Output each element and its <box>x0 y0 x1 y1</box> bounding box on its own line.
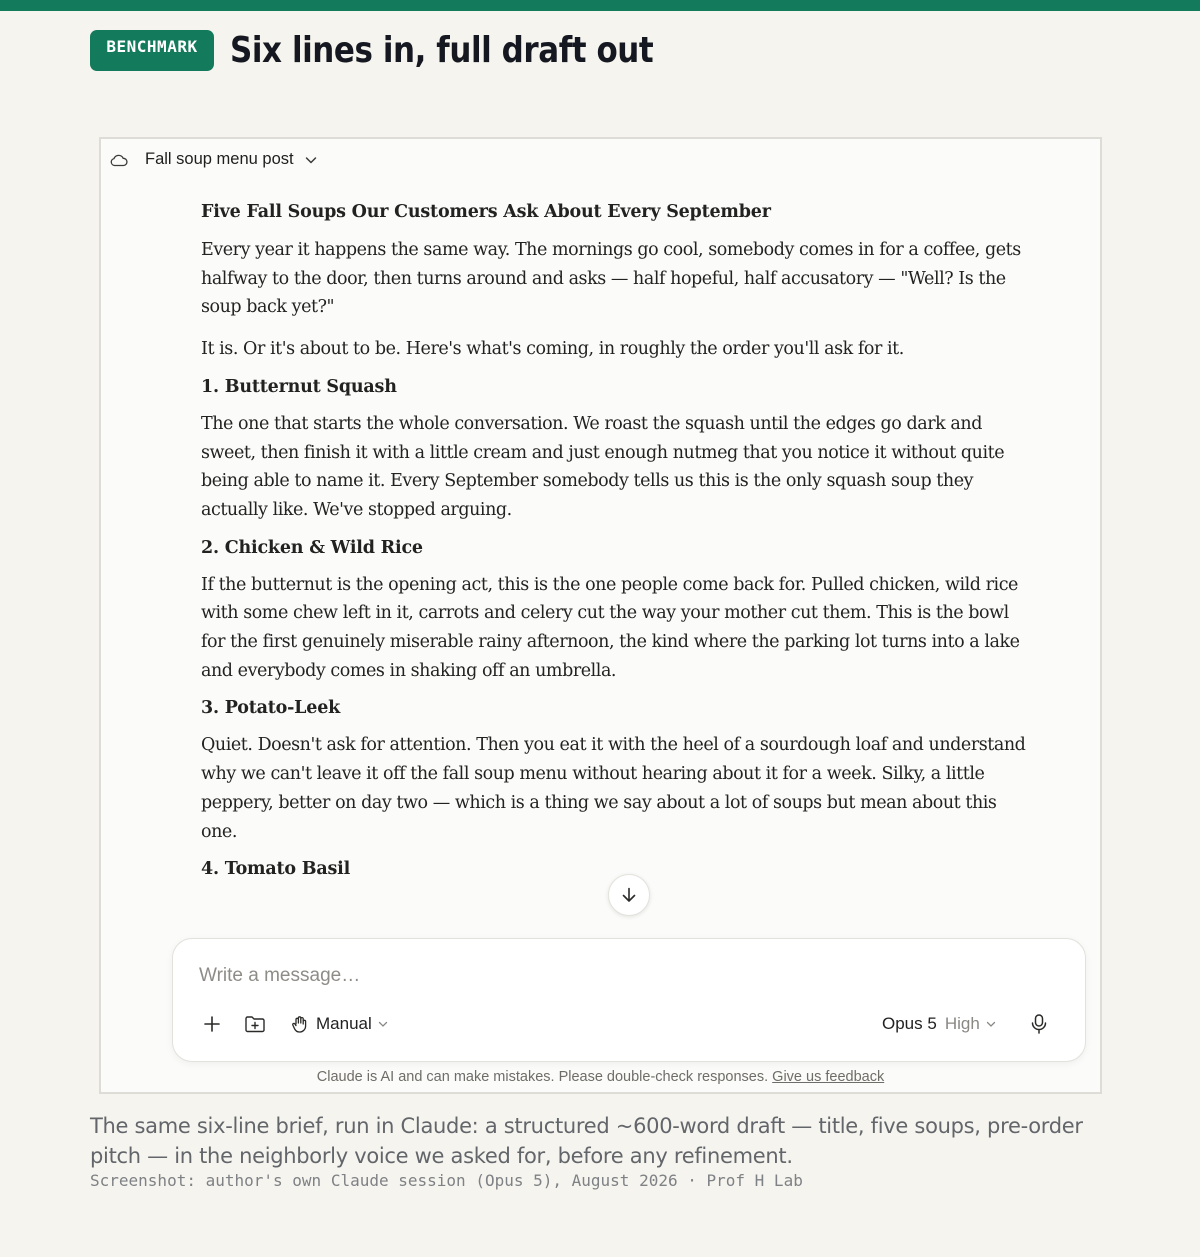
plus-icon <box>203 1015 221 1033</box>
chevron-down-icon <box>378 1019 388 1029</box>
chat-title: Fall soup menu post <box>145 149 294 168</box>
accent-top-bar <box>0 0 1200 11</box>
disclaimer <box>101 1069 1100 1085</box>
disclaimer-text: Claude is AI and can make mistakes. Please double-check responses. <box>316 1069 769 1085</box>
model-selector[interactable] <box>882 1013 996 1035</box>
figure-caption: The same six-line brief, run in Claude: a structured ~600-word draft — title, five soups, pre-order pitch — in the neighborly voice we asked for, before any refinement. <box>90 1114 1083 1168</box>
benchmark-title: Six lines in, full draft out <box>230 30 654 71</box>
benchmark-header <box>90 30 722 71</box>
intro-paragraph-1: Every year it happens the same way. The mornings go cool, somebody comes in for a coffee, gets halfway to the door, then turns around and asks — half hopeful, half accusatory — "Well? Is the soup back yet?" <box>201 240 1021 318</box>
mode-selector[interactable] <box>290 1013 388 1035</box>
assistant-response <box>201 202 1031 892</box>
cloud-icon <box>109 152 129 166</box>
section-body: The one that starts the whole conversation. We roast the squash until the edges go dark and sweet, then finish it with a little cream and just enough nutmeg that you notice it without quite being able to name it. Every September somebody tells us this is the only squash soup they actually like. We've stopped arguing. <box>201 413 1005 520</box>
section-body: If the butternut is the opening act, this is the one people come back for. Pulled chicken, wild rice with some chew left in it, carrots and celery cut the way your mother cut them. This is the bowl for the first genuinely miserable rainy afternoon, the kind where the parking lot turns into a lake and everybody comes in shaking off an umbrella. <box>201 574 1020 681</box>
intro-paragraph-2: It is. Or it's about to be. Here's what's coming, in roughly the order you'll ask for it. <box>201 339 904 360</box>
arrow-down-icon <box>620 886 638 904</box>
microphone-icon <box>1029 1013 1049 1035</box>
add-to-project-button[interactable] <box>244 1013 266 1035</box>
section-heading: 3. Potato-Leek <box>201 698 341 719</box>
hand-icon <box>290 1014 310 1034</box>
chevron-down-icon <box>304 152 318 166</box>
mode-label: Manual <box>316 1014 372 1033</box>
chevron-down-icon <box>986 1019 996 1029</box>
folder-plus-icon <box>244 1014 266 1034</box>
model-name: Opus 5 <box>882 1014 937 1033</box>
benchmark-badge: BENCHMARK <box>90 30 214 71</box>
section-body: Quiet. Doesn't ask for attention. Then you eat it with the heel of a sourdough loaf and understand why we can't leave it off the fall soup menu without hearing about it for a week. Silky, a little peppery, better on day two — which is a thing we say about a lot of soups but mean about this one. <box>201 735 1026 842</box>
add-button[interactable] <box>203 1013 221 1035</box>
figure-credit: Screenshot: author's own Claude session (Opus 5), August 2026 · Prof H Lab <box>90 1171 803 1190</box>
scroll-to-bottom-button[interactable] <box>608 874 650 916</box>
model-effort: High <box>944 1014 980 1033</box>
section-heading: 2. Chicken & Wild Rice <box>201 537 423 558</box>
message-composer <box>172 938 1086 1062</box>
screenshot-frame <box>99 137 1102 1094</box>
feedback-link[interactable]: Give us feedback <box>772 1069 885 1085</box>
section-heading: 4. Tomato Basil <box>201 859 351 880</box>
voice-input-button[interactable] <box>1029 1013 1049 1035</box>
document-heading: Five Fall Soups Our Customers Ask About Every September <box>201 202 771 222</box>
section-heading: 1. Butternut Squash <box>201 376 397 397</box>
chat-title-menu[interactable] <box>109 147 318 171</box>
message-input[interactable]: Write a message… <box>199 965 361 986</box>
